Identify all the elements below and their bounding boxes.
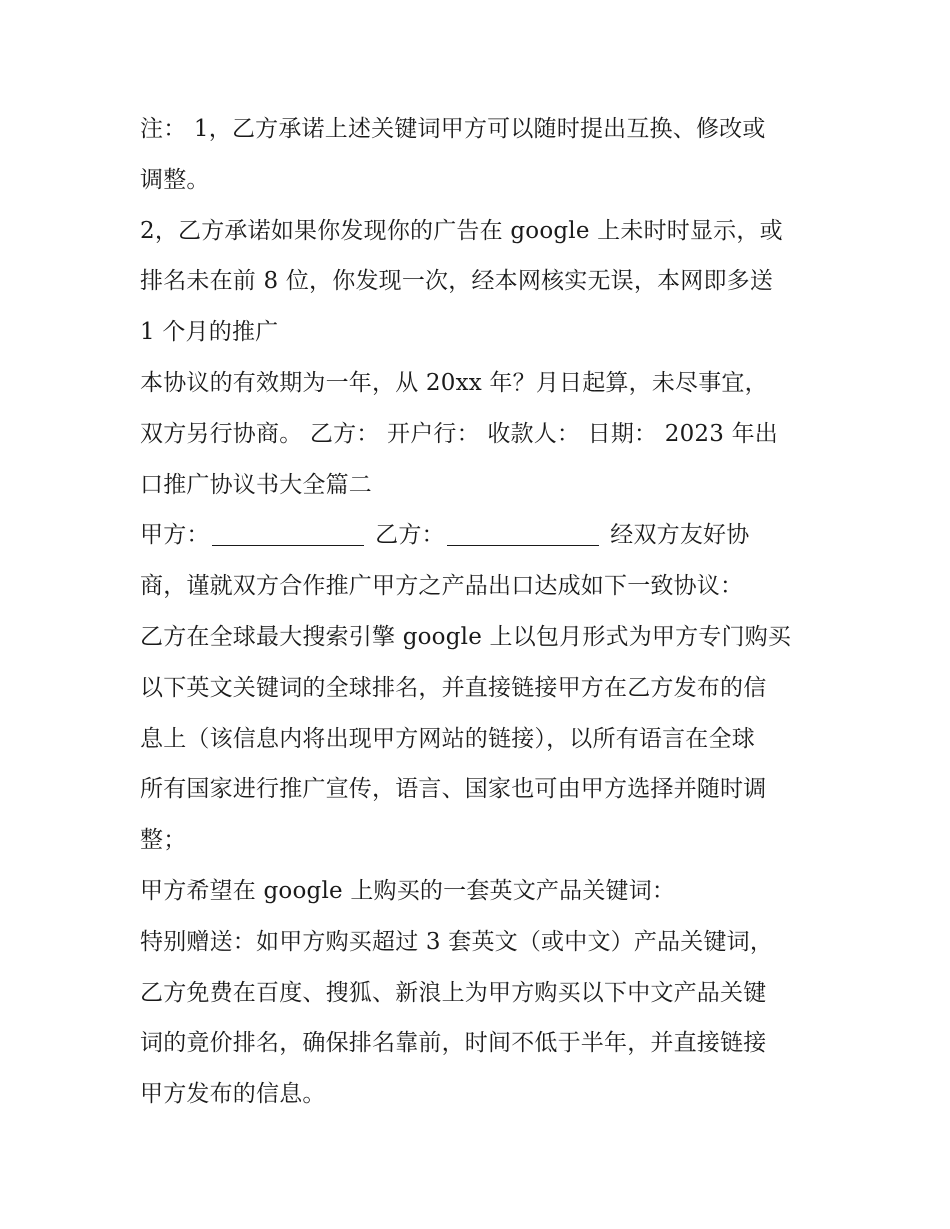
text-line: 乙方在全球最大搜索引擎 google 上以包月形式为甲方专门购买 bbox=[140, 623, 792, 650]
text-line: 整； bbox=[140, 827, 187, 854]
text-line: 词的竟价排名，确保排名靠前，时间不低于半年，并直接链接 bbox=[140, 1030, 767, 1057]
signature-line bbox=[140, 510, 812, 561]
party-b-blank bbox=[447, 515, 599, 546]
text-line: 甲方发布的信息。 bbox=[140, 1081, 326, 1108]
text-line: 息上（该信息内将出现甲方网站的链接），以所有语言在全球 bbox=[140, 725, 755, 752]
text-line: 1 个月的推广 bbox=[140, 319, 279, 346]
text-line: 2，乙方承诺如果你发现你的广告在 google 上未时时显示，或 bbox=[140, 217, 783, 244]
party-a-label: 甲方： bbox=[140, 522, 210, 549]
text-line: 甲方希望在 google 上购买的一套英文产品关键词： bbox=[140, 877, 676, 904]
text-line: 乙方免费在百度、搜狐、新浪上为甲方购买以下中文产品关键 bbox=[140, 979, 767, 1006]
text-line: 排名未在前 8 位，你发现一次，经本网核实无误，本网即多送 bbox=[140, 268, 774, 295]
text-line: 调整。 bbox=[140, 166, 210, 193]
signature-tail: 经双方友好协 bbox=[610, 522, 750, 549]
party-b-label: 乙方： bbox=[375, 522, 445, 549]
text-line: 双方另行协商。 乙方： 开户行： 收款人： 日期： 2023 年出 bbox=[140, 420, 778, 447]
document-body bbox=[140, 104, 812, 1120]
text-line: 注： 1，乙方承诺上述关键词甲方可以随时提出互换、修改或 bbox=[140, 116, 766, 142]
text-line: 以下英文关键词的全球排名，并直接链接甲方在乙方发布的信 bbox=[140, 674, 767, 701]
party-a-blank bbox=[212, 515, 364, 546]
text-line: 口推广协议书大全篇二 bbox=[140, 471, 372, 498]
text-line: 特别赠送：如甲方购买超过 3 套英文（或中文）产品关键词， bbox=[140, 928, 774, 955]
text-line: 所有国家进行推广宣传，语言、国家也可由甲方选择并随时调 bbox=[140, 776, 767, 803]
text-line: 本协议的有效期为一年，从 20xx 年？月日起算，未尽事宜， bbox=[140, 369, 768, 396]
text-line: 商，谨就双方合作推广甲方之产品出口达成如下一致协议： bbox=[140, 573, 744, 600]
